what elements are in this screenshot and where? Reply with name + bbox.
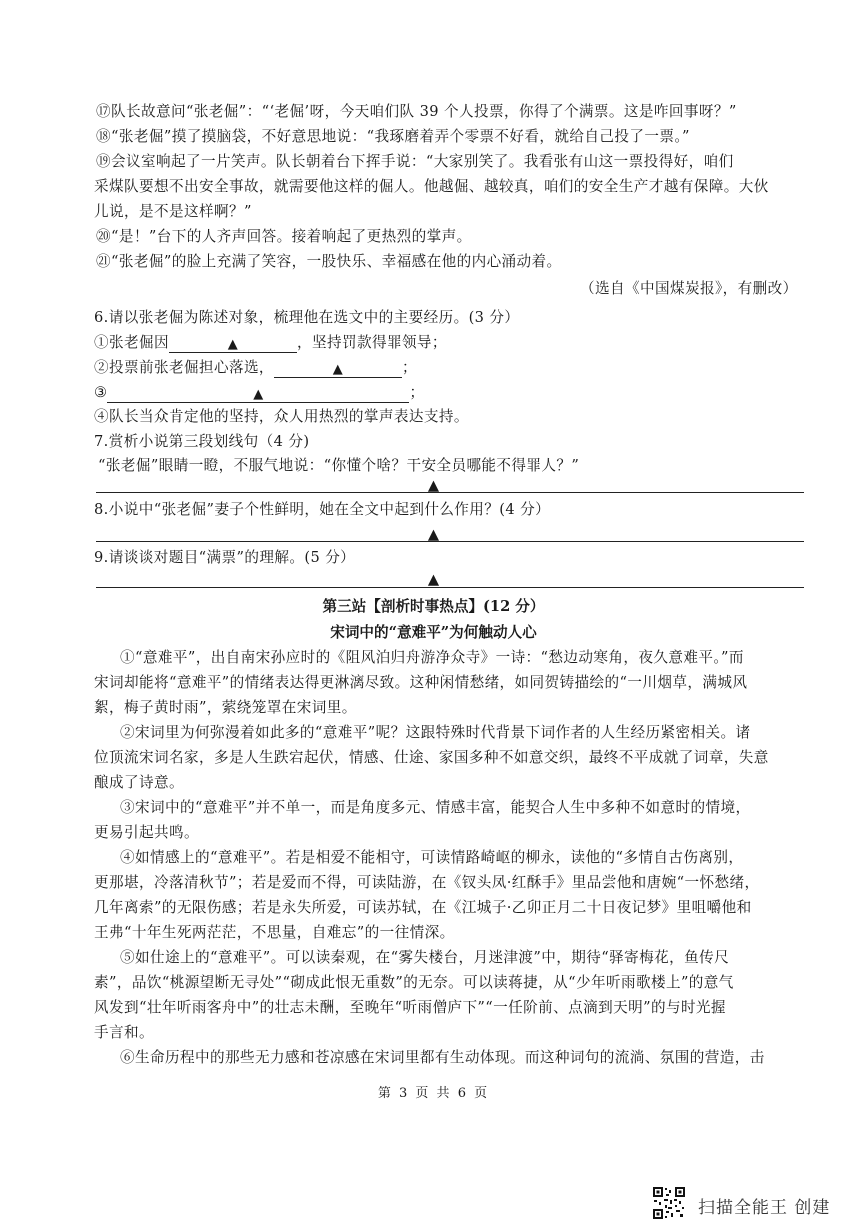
article-line: 手言和。: [94, 1024, 154, 1041]
answer-line[interactable]: [96, 587, 804, 588]
article-line: ⑤如仕途上的“意难平”。可以读秦观，在“雾失楼台，月迷津渡”中，期待“驿寄梅花，鱼传尺: [120, 949, 730, 966]
q6-item1-text-b: ，坚持罚款得罪领导；: [296, 334, 447, 351]
story-paragraph-21: ㉑“张老倔”的脸上充满了笑容，一股快乐、幸福感在他的内心涌动着。: [96, 253, 562, 270]
answer-marker-icon: ▲: [332, 362, 344, 377]
story-paragraph-19-line2: 采煤队要想不出安全事故，就需要他这样的倔人。他越倔、越较真，咱们的安全生产才越有保障。大伙: [94, 178, 769, 195]
article-line: ⑥生命历程中的那些无力感和苍凉感在宋词里都有生动体现。而这种词句的流淌、氛围的营造，击: [120, 1049, 765, 1066]
answer-line[interactable]: [96, 492, 804, 493]
article-line: 宋词却能将“意难平”的情绪表达得更淋漓尽致。这种闲情愁绪，如同贺铸描绘的“一川烟草，满城风: [94, 674, 748, 691]
answer-blank[interactable]: [107, 384, 409, 403]
answer-marker-icon: ▲: [427, 571, 440, 588]
question-8-prompt: 8.小说中“张老倔”妻子个性鲜明，她在全文中起到什么作用？(4 分）: [94, 501, 551, 518]
page-number: 第 3 页 共 6 页: [377, 1086, 490, 1101]
scanner-watermark: [652, 1186, 842, 1222]
q6-item1-text-a: ①张老倔因: [94, 334, 169, 351]
article-line: 几年离索”的无限伤感；若是永失所爱，可读苏轼，在《江城子·乙卯正月二十日夜记梦》里咀嚼他和: [94, 899, 752, 916]
article-line: ③宋词中的“意难平”并不单一，而是角度多元、情感丰富，能契合人生中多种不如意时的情境，: [120, 799, 751, 816]
question-7-prompt: 7.赏析小说第三段划线句（4 分): [94, 433, 310, 450]
answer-marker-icon: ▲: [253, 387, 264, 402]
answer-line[interactable]: [96, 541, 804, 542]
article-line: 更易引起共鸣。: [94, 824, 199, 841]
watermark-text: 扫描全能王 创建: [698, 1198, 831, 1218]
answer-marker-icon: ▲: [427, 477, 440, 494]
article-line: 素”，品饮“桃源望断无寻处”“砌成此恨无重数”的无奈。可以读蒋捷，从“少年听雨歌楼上”的意气: [94, 974, 734, 991]
answer-marker-icon: ▲: [227, 337, 239, 352]
article-line: 风发到“壮年听雨客舟中”的壮志未酬，至晚年“听雨僧庐下”“一任阶前、点滴到天明”的与时光握: [94, 999, 726, 1016]
question-6-item-3: [94, 383, 424, 403]
question-6-item-2: [94, 358, 417, 378]
question-9-prompt: 9.请谈谈对题目“满票”的理解。(5 分）: [94, 549, 356, 566]
q6-item2-text-a: ②投票前张老倔担心落选，: [94, 359, 274, 376]
article-line: ①“意难平”，出自南宋孙应时的《阻风泊归舟游净众寺》一诗：“愁边动寒角，夜久意难平。”而: [120, 649, 744, 666]
answer-blank[interactable]: [274, 359, 402, 378]
article-line: 更那堪，冷落清秋节”；若是爱而不得，可读陆游，在《钗头凤·红酥手》里品尝他和唐婉“一怀愁绪，: [94, 874, 760, 891]
question-6-prompt: 6.请以张老倔为陈述对象，梳理他在选文中的主要经历。(3 分）: [94, 309, 520, 326]
story-paragraph-20: ⑳“是！”台下的人齐声回答。接着响起了更热烈的掌声。: [96, 228, 472, 245]
question-6-item-1: [94, 333, 447, 353]
q6-item2-text-b: ；: [401, 359, 417, 376]
section-heading: 第三站【剖析时事热点】(12 分）: [322, 598, 545, 615]
answer-blank[interactable]: [169, 334, 297, 353]
article-line: 酿成了诗意。: [94, 774, 184, 791]
article-line: 位顶流宋词名家，多是人生跌宕起伏，情感、仕途、家国多种不如意交织，最终不平成就了词章，失意: [94, 749, 769, 766]
article-line: 絮，梅子黄时雨”，萦绕笼罩在宋词里。: [94, 699, 357, 716]
story-paragraph-17: ⑰队长故意问“张老倔”：“‘老倔’呀，今天咱们队 39 个人投票，你得了个满票。这是咋回事呀？”: [96, 103, 737, 120]
story-paragraph-19-line3: 儿说，是不是这样啊？”: [94, 203, 252, 220]
answer-marker-icon: ▲: [427, 526, 440, 543]
story-paragraph-19-line1: ⑲会议室响起了一片笑声。队长朝着台下挥手说：“大家别笑了。我看张有山这一票投得好，咱们: [96, 153, 734, 170]
story-source: （选自《中国煤炭报》，有删改）: [580, 280, 798, 297]
q6-item3-text-b: ；: [409, 384, 425, 401]
question-6-item-4: ④队长当众肯定他的坚持，众人用热烈的掌声表达支持。: [94, 408, 469, 425]
article-line: ④如情感上的“意难平”。若是相爱不能相守，可读情路崎岖的柳永，读他的“多情自古伤离别，: [120, 849, 744, 866]
story-paragraph-18: ⑱“张老倔”摸了摸脑袋，不好意思地说：“我琢磨着弄个零票不好看，就给自己投了一票。”: [96, 128, 690, 145]
q6-item3-text-a: ③: [94, 384, 108, 401]
question-7-quote: “张老倔”眼睛一瞪，不服气地说：“你懂个啥？干安全员哪能不得罪人？”: [98, 457, 580, 474]
article-line: ②宋词里为何弥漫着如此多的“意难平”呢？这跟特殊时代背景下词作者的人生经历紧密相关。诸: [120, 724, 751, 741]
article-title: 宋词中的“意难平”为何触动人心: [330, 624, 537, 641]
qr-code-icon: [652, 1186, 686, 1220]
article-line: 王弗“十年生死两茫茫，不思量，自难忘”的一往情深。: [94, 924, 455, 941]
